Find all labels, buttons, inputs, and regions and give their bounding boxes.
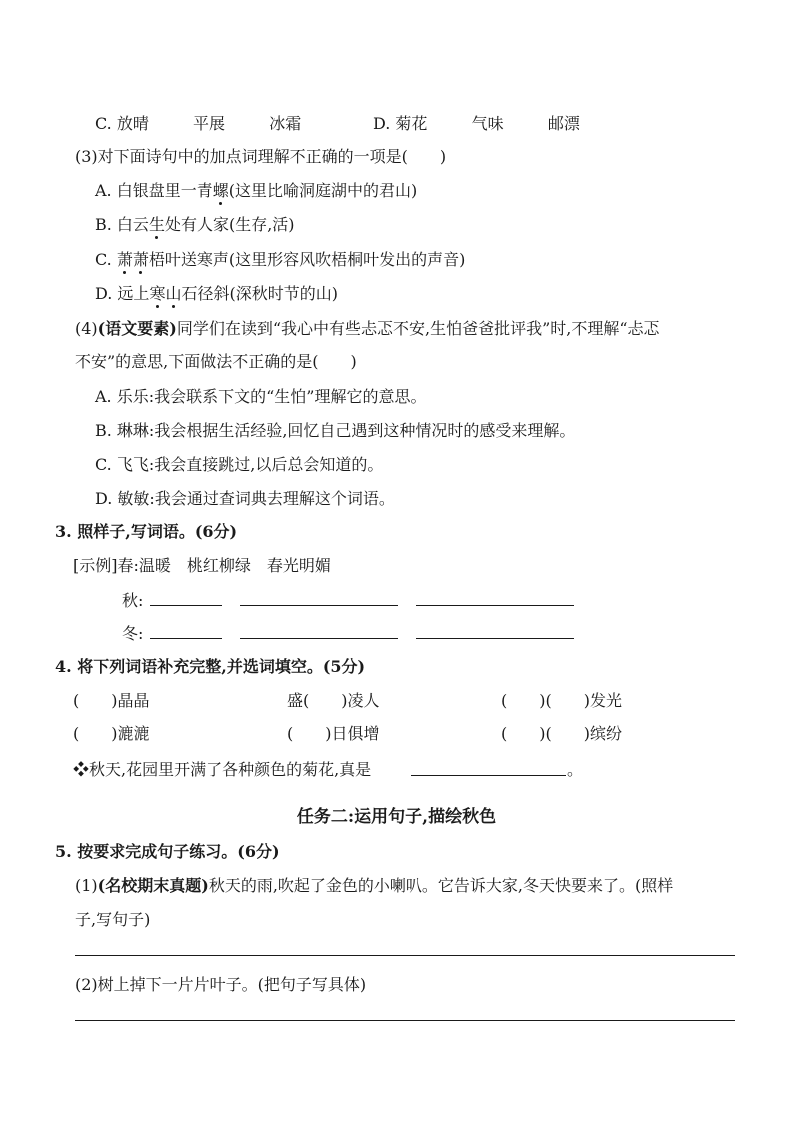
q4-fill-end: 。 xyxy=(567,760,584,779)
q3-autumn-blank3[interactable] xyxy=(416,605,574,606)
sub3-option-d xyxy=(95,284,338,304)
q5-sub1-number: (1) xyxy=(75,876,98,895)
option-d-words xyxy=(373,114,580,134)
sub4-option-d: D. 敏敏:我会通过查词典去理解这个词语。 xyxy=(95,489,395,508)
dotted-char: 生 xyxy=(148,215,165,234)
option-c-word2: 平展 xyxy=(193,114,226,133)
q3-autumn-blank1[interactable] xyxy=(150,605,222,606)
option-d-word3: 邮漂 xyxy=(547,114,580,133)
section-title: 任务二:运用句子,描绘秋色 xyxy=(296,807,497,827)
sub3-option-c xyxy=(95,250,465,270)
sub4-tag: (语文要素) xyxy=(97,319,177,338)
q5-sub1-answer-line[interactable] xyxy=(75,955,735,956)
sub4-stem-text1: 同学们在读到“我心中有些忐忑不安,生怕爸爸批评我”时,不理解“忐忑 xyxy=(176,319,660,338)
q3-winter-blank1[interactable] xyxy=(150,638,222,639)
option-c-label: C. 放晴 xyxy=(95,114,149,133)
q5-sub2-text: (2)树上掉下一片片叶子。(把句子写具体) xyxy=(75,975,367,994)
q3-row-winter-label: 冬: xyxy=(122,624,144,643)
sub4-stem-line2: 不安”的意思,下面做法不正确的是( ) xyxy=(75,352,357,371)
q5-title: 5. 按要求完成句子练习。(6分) xyxy=(55,842,280,861)
dotted-char: 寒 xyxy=(149,284,166,303)
q4-r1c2[interactable]: 盛( )凌人 xyxy=(287,691,380,710)
dotted-char: 萧 xyxy=(132,250,149,269)
q3-winter-blank2[interactable] xyxy=(240,638,398,639)
sub4-number: (4) xyxy=(75,319,98,338)
dotted-char: 螺 xyxy=(212,181,229,200)
q4-fill-blank[interactable] xyxy=(411,775,566,776)
q5-sub1-line2: 子,写句子) xyxy=(75,910,151,929)
dotted-char: 萧 xyxy=(116,250,133,269)
q5-sub1-tag: (名校期末真题) xyxy=(97,876,209,895)
sub3-c-pre: C. xyxy=(95,250,117,269)
q3-row-autumn-label: 秋: xyxy=(122,591,144,610)
option-c-words xyxy=(95,114,301,134)
q3-winter-blank3[interactable] xyxy=(416,638,574,639)
sub3-a-pre: A. 白银盘里一青 xyxy=(95,181,213,200)
q4-r1c1[interactable]: ( )晶晶 xyxy=(73,691,150,710)
q5-sub1-line1 xyxy=(75,876,673,896)
sub3-d-pre: D. 远上 xyxy=(95,284,150,303)
option-d-label: D. 菊花 xyxy=(373,114,428,133)
q5-sub1-text: 秋天的雨,吹起了金色的小喇叭。它告诉大家,冬天快要来了。(照样 xyxy=(208,876,674,895)
q4-fill-sentence: ❖秋天,花园里开满了各种颜色的菊花,真是 xyxy=(73,760,372,779)
q3-title: 3. 照样子,写词语。(6分) xyxy=(55,522,238,541)
sub4-option-c: C. 飞飞:我会直接跳过,以后总会知道的。 xyxy=(95,455,384,474)
sub4-option-b: B. 琳琳:我会根据生活经验,回忆自己遇到这种情况时的感受来理解。 xyxy=(95,421,576,440)
q4-r2c2[interactable]: ( )日俱增 xyxy=(287,724,380,743)
q5-sub2-answer-line[interactable] xyxy=(75,1020,735,1021)
q4-title: 4. 将下列词语补充完整,并选词填空。(5分) xyxy=(55,657,366,676)
q3-autumn-blank2[interactable] xyxy=(240,605,398,606)
q3-example: [示例]春:温暖 桃红柳绿 春光明媚 xyxy=(73,556,331,575)
sub3-option-a xyxy=(95,181,417,201)
sub3-stem: (3)对下面诗句中的加点词理解不正确的一项是( ) xyxy=(75,147,447,166)
sub3-b-post: 处有人家(生存,活) xyxy=(164,215,295,234)
sub3-d-post: 石径斜(深秋时节的山) xyxy=(181,284,338,303)
sub4-stem-line1 xyxy=(75,319,660,339)
option-d-word2: 气味 xyxy=(471,114,504,133)
q4-r2c3[interactable]: ( )( )缤纷 xyxy=(501,724,622,743)
sub3-c-post: 梧叶送寒声(这里形容风吹梧桐叶发出的声音) xyxy=(148,250,466,269)
q4-r2c1[interactable]: ( )漉漉 xyxy=(73,724,150,743)
option-c-word3: 冰霜 xyxy=(269,114,302,133)
sub4-option-a: A. 乐乐:我会联系下文的“生怕”理解它的意思。 xyxy=(95,387,427,406)
sub3-a-post: (这里比喻洞庭湖中的君山) xyxy=(228,181,418,200)
dotted-char: 山 xyxy=(165,284,182,303)
sub3-option-b xyxy=(95,215,295,235)
q4-r1c3[interactable]: ( )( )发光 xyxy=(501,691,622,710)
sub3-b-pre: B. 白云 xyxy=(95,215,149,234)
